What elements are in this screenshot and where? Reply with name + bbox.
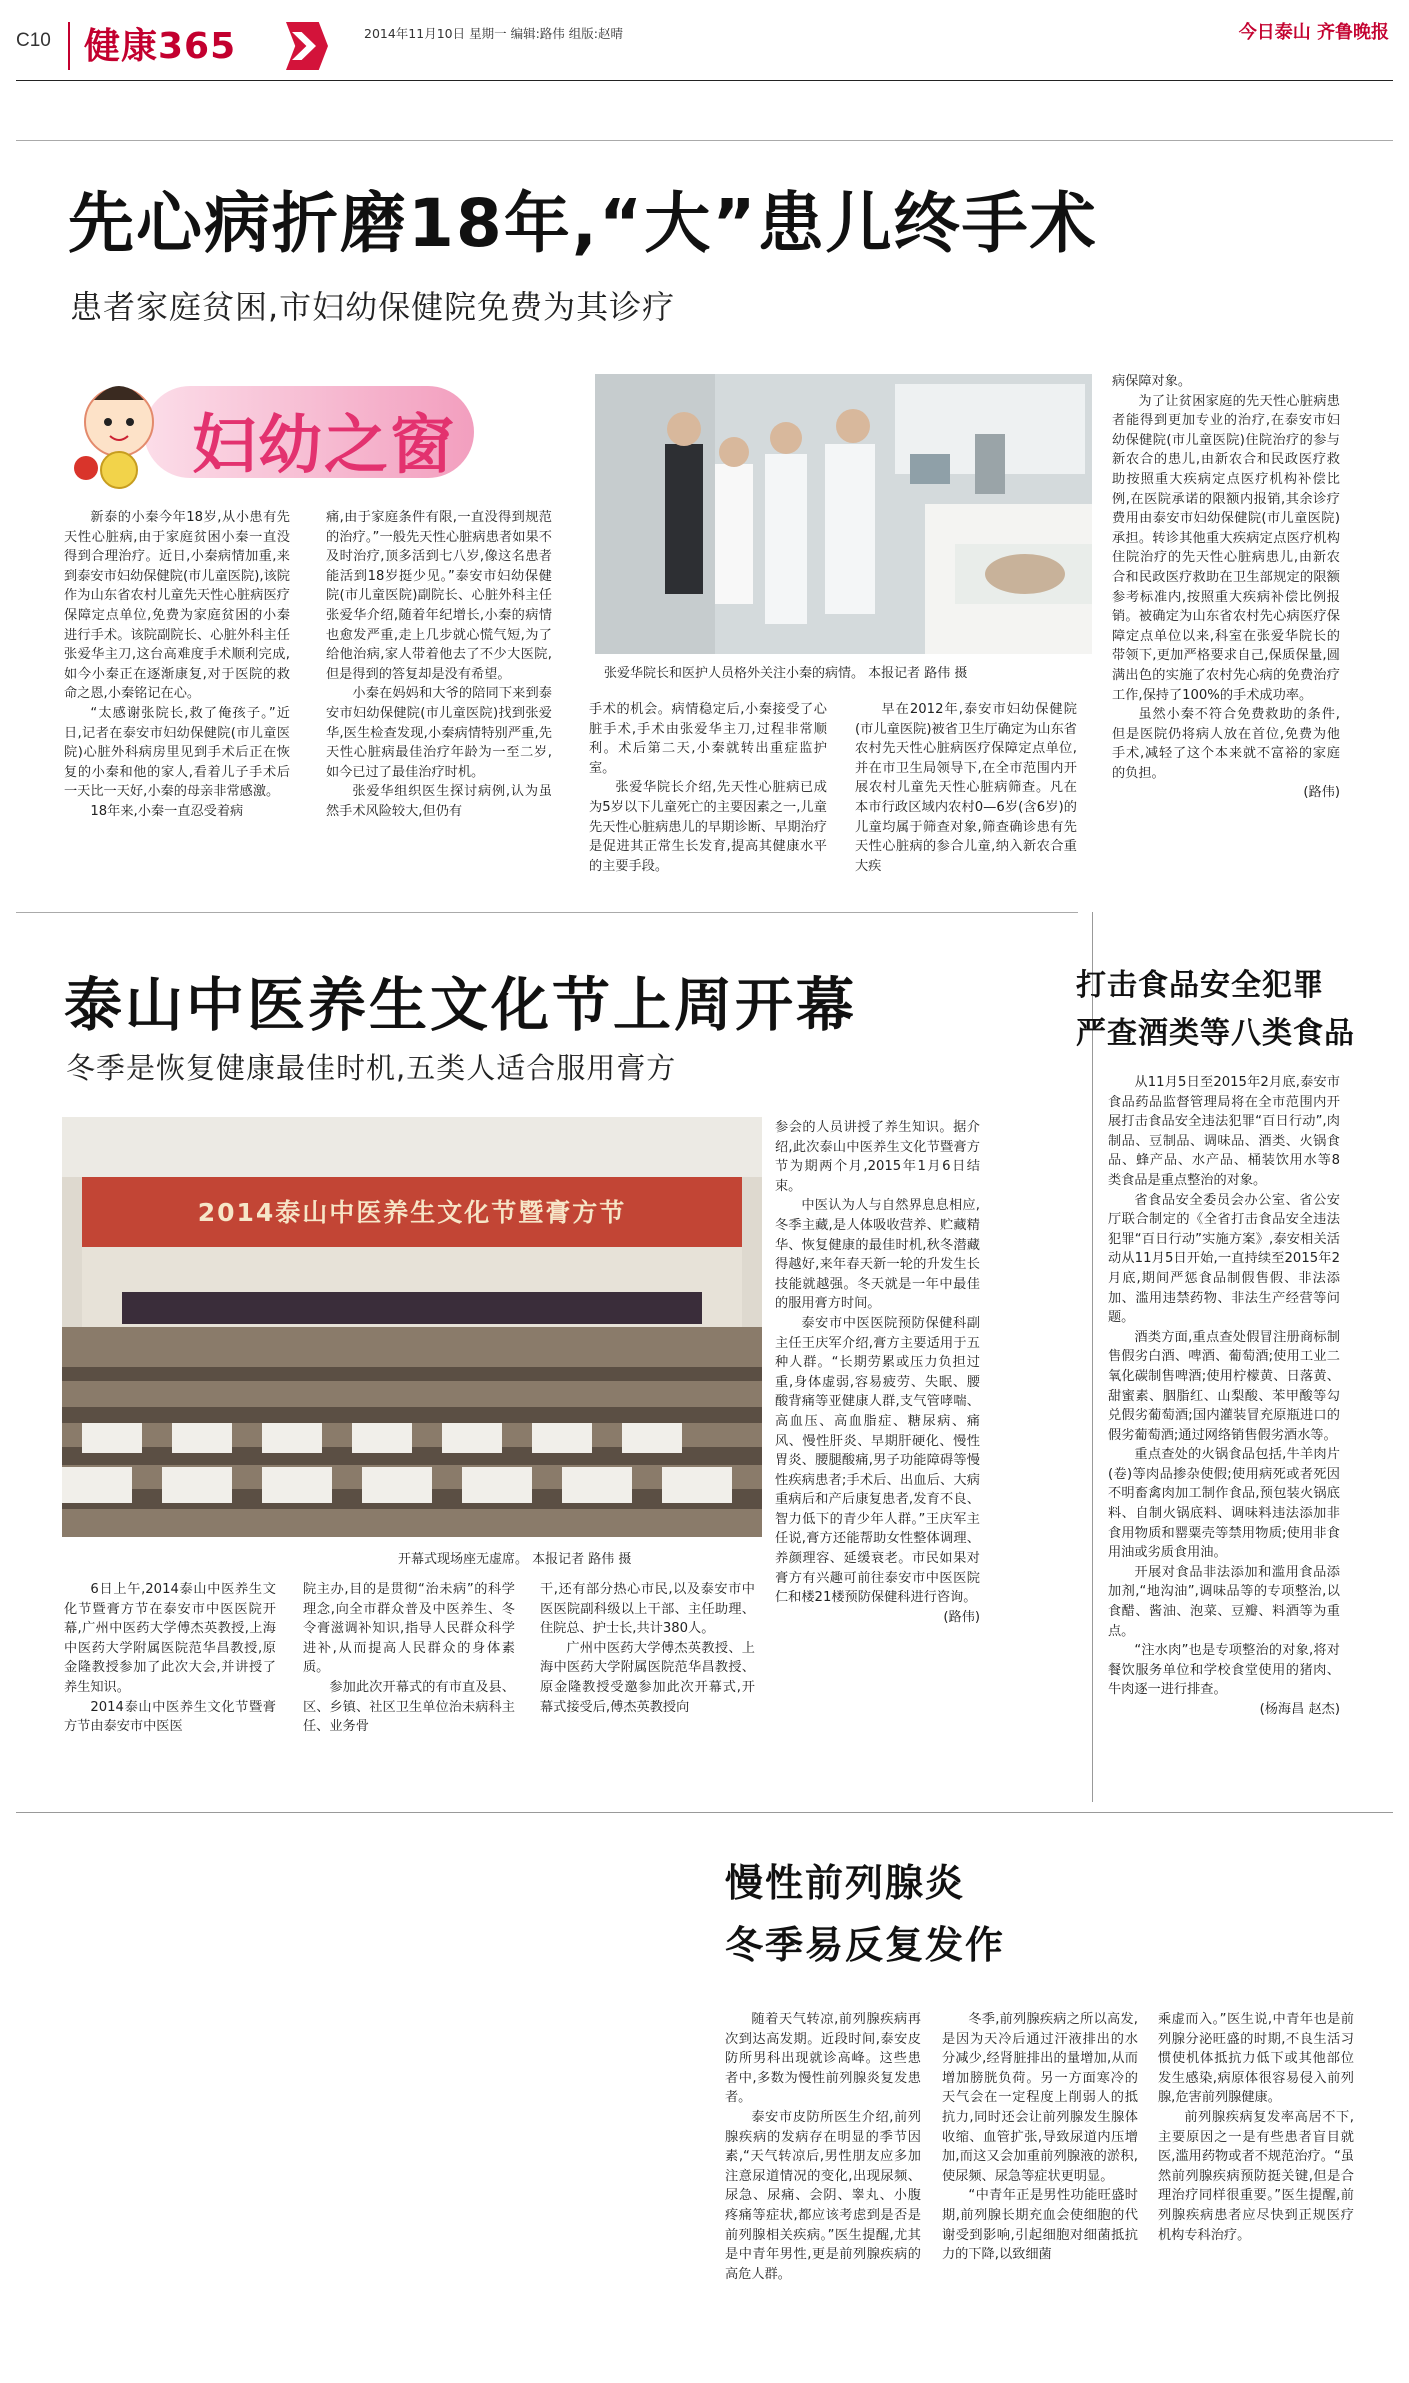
article3-headline-line1: 打击食品安全犯罪 [1076, 968, 1324, 1003]
paragraph: 手术的机会。病情稳定后,小秦接受了心脏手术,手术由张爱华主刀,过程非常顺利。术后第二天,小秦就转出重症监护室。 [589, 702, 827, 776]
section-title: 健康365 [84, 26, 237, 67]
article2-headline: 泰山中医养生文化节上周开幕 [64, 971, 858, 1039]
paragraph: 6日上午,2014泰山中医养生文化节暨膏方节在泰安市中医医院开幕,广州中医药大学傅杰英教授,上海中医药大学附属医院范华昌教授,原金隆教授参加了此次大会,并讲授了养生知识。 [64, 1582, 276, 1695]
paragraph: 新泰的小秦今年18岁,从小患有先天性心脏病,由于家庭贫困小秦一直没得到合理治疗。近日,小秦病情加重,来到泰安市妇幼保健院(市儿童医院),该院作为山东省农村儿童先天性心脏病医疗保障定点单位,免费为家庭贫困的小秦进行手术。该院副院长、心脏外科主任张爱华主刀,这台高难度手术顺利完成,如今小秦正在逐渐康复,对于医院的救命之恩,小秦铭记在心。 [64, 510, 290, 702]
paragraph: 虽然小秦不符合免费救助的条件,但是医院仍将病人放在首位,免费为他手术,减轻了这个本来就不富裕的家庭的负担。 [1112, 707, 1340, 781]
paragraph: 参会的人员讲授了养生知识。据介绍,此次泰山中医养生文化节暨膏方节为期两个月,2015年1月6日结束。 [775, 1120, 980, 1194]
paragraph: 开展对食品非法添加和滥用食品添加剂,“地沟油”,调味品等的专项整治,以食醋、酱油、泡菜、豆瓣、料酒等为重点。 [1108, 1564, 1340, 1639]
stage-banner-text: 2014泰山中医养生文化节暨膏方节 [197, 1198, 627, 1227]
article4-headline-line2: 冬季易反复发作 [725, 1923, 1006, 1967]
paragraph: 从11月5日至2015年2月底,泰安市食品药品监督管理局将在全市范围内开展打击食品安全违法犯罪“百日行动”,肉制品、豆制品、调味品、酒类、火锅食品、蜂产品、水产品、桶装饮用水等8类食品是重点整治的对象。 [1108, 1075, 1340, 1188]
hospital-ward-photo [595, 374, 1092, 654]
article4-column1 [725, 2010, 921, 2284]
article1-column3 [589, 700, 827, 876]
article2-subhead: 冬季是恢复健康最佳时机,五类人适合服用膏方 [66, 1051, 677, 1085]
paragraph: 中医认为人与自然界息息相应,冬季主藏,是人体吸收营养、贮藏精华、恢复健康的最佳时机,秋冬潜藏得越好,来年春天新一轮的升发生长技能就越强。冬天就是一年中最佳的服用膏方时间。 [775, 1198, 980, 1312]
article4-headline-line1: 慢性前列腺炎 [725, 1861, 966, 1905]
paragraph: 参加此次开幕式的有市直及县、区、乡镇、社区卫生单位治未病科主任、业务骨 [303, 1679, 515, 1735]
paragraph: 乘虚而入。”医生说,中青年也是前列腺分泌旺盛的时期,不良生活习惯使机体抵抗力低下或其他部位发生感染,病原体很容易侵入前列腺,危害前列腺健康。 [1158, 2012, 1354, 2106]
paragraph: 省食品安全委员会办公室、省公安厅联合制定的《全省打击食品安全违法犯罪“百日行动”实施方案》,泰安相关活动从11月5日开始,一直持续至2015年2月底,期间严惩食品制假售假、非法添加、滥用违禁药物、非法生产经营等问题。 [1108, 1192, 1340, 1326]
article3-column [1108, 1073, 1340, 1720]
section-rule [16, 912, 1078, 913]
article1-subhead: 患者家庭贫困,市妇幼保健院免费为其诊疗 [70, 288, 676, 326]
byline: (路伟) [1303, 785, 1340, 801]
page-number: C10 [16, 30, 51, 51]
lower-section-rule [16, 1812, 1393, 1813]
article2-column3 [540, 1580, 755, 1717]
paragraph: 小秦在妈妈和大爷的陪同下来到泰安市妇幼保健院(市儿童医院)找到张爱华,医生检查发现,小秦病情特别严重,先天性心脏病最佳治疗年龄为一至二岁,如今已过了最佳治疗时机。 [326, 686, 552, 780]
article1-column4 [855, 700, 1077, 876]
newspaper-logo: 今日泰山 齐鲁晚报 [1238, 22, 1389, 43]
byline: (杨海昌 赵杰) [1259, 1702, 1340, 1717]
issue-meta: 2014年11月10日 星期一 编辑:路伟 组版:赵晴 [364, 26, 623, 41]
paragraph: 为了让贫困家庭的先天性心脏病患者能得到更加专业的治疗,在泰安市妇幼保健院(市儿童医院)住院治疗的参与新农合的患儿,由新农合和民政医疗救助按照重大疾病定点医疗机构补偿比例,在医院承诺的限额内报销,其余诊疗费用由泰安市妇幼保健院(市儿童医院)承担。转诊其他重大疾病定点医疗机构住院治疗的先天性心脏病患儿,由新农合和民政医疗救助在卫生部规定的限额参考标准内,按照重大疾病补偿比例报销。被确定为山东省农村先心病医疗保障定点单位以来,科室在张爱华院长的带领下,更加严格要求自己,保质保量,圆满出色的实施了农村先心病的免费治疗工作,保持了100%的手术成功率。 [1112, 393, 1340, 703]
paragraph: “中青年正是男性功能旺盛时期,前列腺长期充血会使细胞的代谢受到影响,引起细胞对细菌抵抗力的下降,以致细菌 [942, 2188, 1138, 2263]
paragraph: 院主办,目的是贯彻“治未病”的科学理念,向全市群众普及中医养生、冬令膏滋调补知识,指导人民群众科学进补,从而提高人民群众的身体素质。 [303, 1582, 515, 1676]
paragraph: 泰安市皮防所医生介绍,前列腺疾病的发病存在明显的季节因素,“天气转凉后,男性朋友应多加注意尿道情况的变化,出现尿频、尿急、尿痛、会阴、睾丸、小腹疼痛等症状,都应该考虑到是否是前列腺相关疾病。”医生提醒,尤其是中青年男性,更是前列腺疾病的高危人群。 [725, 2109, 921, 2282]
paragraph: 重点查处的火锅食品包括,牛羊肉片(卷)等肉品掺杂使假;使用病死或者死因不明畜禽肉加工制作食品,预包装火锅底料、自制火锅底料、调味料违法添加非食用物质和罂粟壳等禁用物质;使用非食用油或劣质食用油。 [1108, 1447, 1340, 1561]
top-rule [16, 140, 1393, 141]
article2-column2 [303, 1580, 515, 1737]
article2-column1 [64, 1580, 276, 1737]
paragraph: 泰安市中医医院预防保健科副主任王庆军介绍,膏方主要适用于五种人群。“长期劳累或压力负担过重,身体虚弱,容易疲劳、失眠、腰酸背痛等亚健康人群,支气管哮喘、高血压、高血脂症、糖尿病、痛风、慢性肝炎、早期肝硬化、慢性胃炎、腰腿酸痛,男子功能障碍等慢性疾病患者;手术后、出血后、大病重病后和产后康复患者,发育不良、智力低下的青少年人群。”王庆军主任说,膏方还能帮助女性整体调理、养颜理容、延缓衰老。市民如果对膏方有兴趣可前往泰安市中医医院仁和楼21楼预防保健科进行咨询。 [775, 1315, 980, 1606]
article1-headline: 先心病折磨18年,“大”患儿终手术 [68, 185, 1098, 262]
paragraph: “注水肉”也是专项整治的对象,将对餐饮服务单位和学校食堂使用的猪肉、牛肉逐一进行排查。 [1108, 1643, 1340, 1698]
women-children-banner [64, 372, 478, 492]
paragraph: 随着天气转凉,前列腺疾病再次到达高发期。近段时间,泰安皮防所男科出现就诊高峰。这些患者中,多数为慢性前列腺炎复发患者。 [725, 2012, 921, 2106]
paragraph: 广州中医药大学傅杰英教授、上海中医药大学附属医院范华昌教授、原金隆教授受邀参加此次开幕式,开幕式接受后,傅杰英教授向 [540, 1640, 755, 1715]
paragraph: 痛,由于家庭条件有限,一直没得到规范的治疗。”一般先天性心脏病患者如果不及时治疗,顶多活到七八岁,像这名患者能活到18岁挺少见。”泰安市妇幼保健院(市儿童医院)副院长、心脏外科主任张爱华介绍,随着年纪增长,小秦的病情也愈发严重,走上几步就心慌气短,为了给他治病,家人带着他去了不少大医院,但是得到的答复却是没有希望。 [326, 510, 552, 682]
paragraph: 干,还有部分热心市民,以及泰安市中医医院副科级以上干部、主任助理、住院总、护士长,共计380人。 [540, 1582, 755, 1637]
header-rule [16, 80, 1393, 81]
byline: (路伟) [943, 1609, 980, 1625]
photo1-caption: 张爱华院长和医护人员格外关注小秦的病情。 本报记者 路伟 摄 [604, 666, 968, 681]
article4-column2 [942, 2010, 1138, 2265]
article1-column5 [1112, 372, 1340, 803]
paragraph: 张爱华院长介绍,先天性心脏病已成为5岁以下儿童死亡的主要因素之一,儿童先天性心脏病患儿的早期诊断、早期治疗是促进其正常生长发育,提高其健康水平的主要手段。 [589, 780, 827, 874]
paragraph: 2014泰山中医养生文化节暨膏方节由泰安市中医医 [64, 1699, 276, 1735]
banner-title: 妇幼之窗 [192, 408, 456, 483]
photo2-caption: 开幕式现场座无虚席。 本报记者 路伟 摄 [398, 1552, 632, 1567]
article2-column4 [775, 1118, 980, 1627]
article3-headline-line2: 严查酒类等八类食品 [1076, 1016, 1355, 1051]
paragraph: 酒类方面,重点查处假冒注册商标制售假劣白酒、啤酒、葡萄酒;使用工业二氧化碳制售啤酒;使用柠檬黄、日落黄、甜蜜素、胭脂红、山梨酸、苯甲酸等勾兑假劣葡萄酒;国内灌装冒充原瓶进口的假劣葡萄酒;通过网络销售假劣酒水等。 [1108, 1329, 1340, 1443]
paragraph: 18年来,小秦一直忍受着病 [90, 803, 244, 819]
paragraph: 冬季,前列腺疾病之所以高发,是因为天冷后通过汗液排出的水分减少,经肾脏排出的量增加,从而增加膀胱负荷。另一方面寒冷的天气会在一定程度上削弱人的抵抗力,同时还会让前列腺发生腺体收缩、血管扩张,导致尿道内压增加,而这又会加重前列腺液的淤积,使尿频、尿急等症状更明显。 [942, 2012, 1138, 2184]
paragraph: 前列腺疾病复发率高居不下,主要原因之一是有些患者盲目就医,滥用药物或者不规范治疗。“虽然前列腺疾病预防挺关键,但是合理治疗同样很重要。”医生提醒,前列腺疾病患者应尽快到正规医疗机构专科治疗。 [1158, 2109, 1354, 2243]
paragraph: 早在2012年,泰安市妇幼保健院(市儿童医院)被省卫生厅确定为山东省农村先天性心脏病医疗保障定点单位,并在市卫生局领导下,在全市范围内开展农村儿童先天性心脏病筛查。凡在本市行政区域内农村0—6岁(含6岁)的儿童均属于筛查对象,筛查确诊患有先天性心脏病的参合儿童,纳入新农合重大疾 [855, 702, 1077, 874]
paragraph: 病保障对象。 [1112, 374, 1192, 389]
article4-column3 [1158, 2010, 1354, 2245]
header-divider [68, 22, 70, 70]
ceremony-photo [62, 1117, 762, 1537]
article1-column2 [326, 508, 552, 822]
paragraph: “太感谢张院长,救了俺孩子。”近日,记者在泰安市妇幼保健院(市儿童医院)心脏外科病房里见到手术后正在恢复的小秦和他的家人,看着儿子手术后一天比一天好,小秦的母亲非常感激。 [64, 705, 290, 800]
article1-column1 [64, 508, 290, 822]
paragraph: 张爱华组织医生探讨病例,认为虽然手术风险较大,但仍有 [326, 784, 552, 819]
